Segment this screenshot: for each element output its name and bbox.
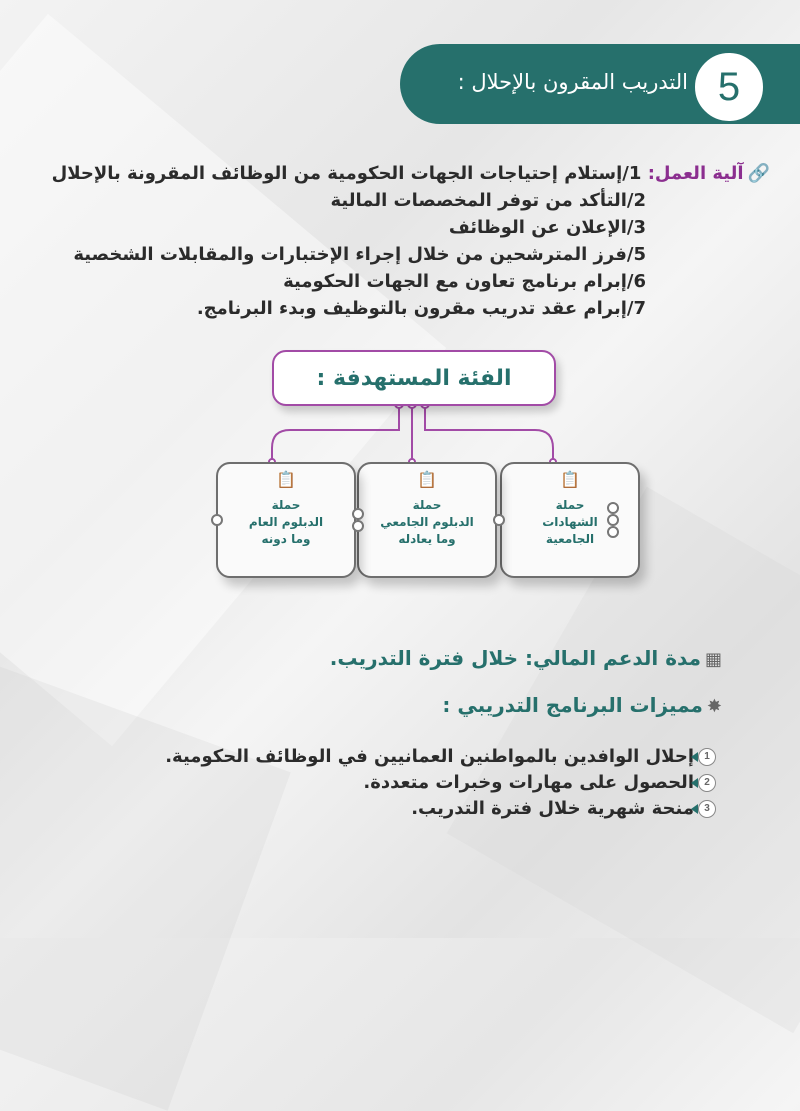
mechanism-step: 6/إبرام برنامج تعاون مع الجهات الحكومية — [283, 271, 646, 292]
clipboard-icon: 📋 — [276, 470, 296, 489]
feature-number-badge: 1 — [698, 748, 716, 766]
card-side-dot — [352, 520, 364, 532]
mechanism-step: 2/التأكد من توفر المخصصات المالية — [330, 190, 646, 211]
card-text: حملة الدبلوم الجامعي وما يعادله — [380, 498, 474, 546]
mechanism-step: 3/الإعلان عن الوظائف — [448, 217, 646, 238]
card-side-dot — [607, 526, 619, 538]
card-side-dot — [352, 508, 364, 520]
target-card-general-diploma — [216, 462, 356, 578]
feature-item: 3منحة شهرية خلال فترة التدريب. — [165, 796, 716, 822]
clipboard-icon: 📋 — [560, 470, 580, 489]
card-text: حملة الشهادات الجامعية — [542, 498, 598, 546]
mechanism-step-text: 1/إستلام إحتياجات الجهات الحكومية من الوظائف المقرونة بالإحلال — [51, 163, 642, 184]
support-duration: ▦مدة الدعم المالي: خلال فترة التدريب. — [329, 646, 722, 670]
features-list — [165, 744, 716, 822]
section-title: التدريب المقرون بالإحلال : — [457, 70, 688, 94]
award-icon: ✸ — [706, 696, 722, 717]
card-side-dot — [607, 502, 619, 514]
mechanism-step: 7/إبرام عقد تدريب مقرون بالتوظيف وبدء البرنامج. — [196, 298, 646, 319]
mechanism-step: 5/فرز المترشحين من خلال إجراء الإختبارات والمقابلات الشخصية — [73, 244, 646, 265]
card-side-dot — [211, 514, 223, 526]
card-text: حملة الدبلوم العام وما دونه — [248, 498, 324, 546]
card-side-dot — [493, 514, 505, 526]
target-card-university-degree — [500, 462, 640, 578]
calendar-icon: ▦ — [704, 649, 722, 670]
feature-item: 1إحلال الوافدين بالمواطنين العمانيين في الوظائف الحكومية. — [165, 744, 716, 770]
section-number-badge: 5 — [692, 50, 766, 124]
card-side-dot — [607, 514, 619, 526]
link-icon: 🔗 — [747, 163, 770, 184]
features-heading: ✸مميزات البرنامج التدريبي : — [442, 693, 722, 717]
target-group-title: الفئة المستهدفة : — [272, 350, 556, 406]
mechanism-label: آلية العمل: — [647, 163, 744, 184]
feature-item: 2الحصول على مهارات وخبرات متعددة. — [165, 770, 716, 796]
feature-number-badge: 3 — [698, 800, 716, 818]
clipboard-icon: 📋 — [417, 470, 437, 489]
target-card-university-diploma — [357, 462, 497, 578]
feature-number-badge: 2 — [698, 774, 716, 792]
